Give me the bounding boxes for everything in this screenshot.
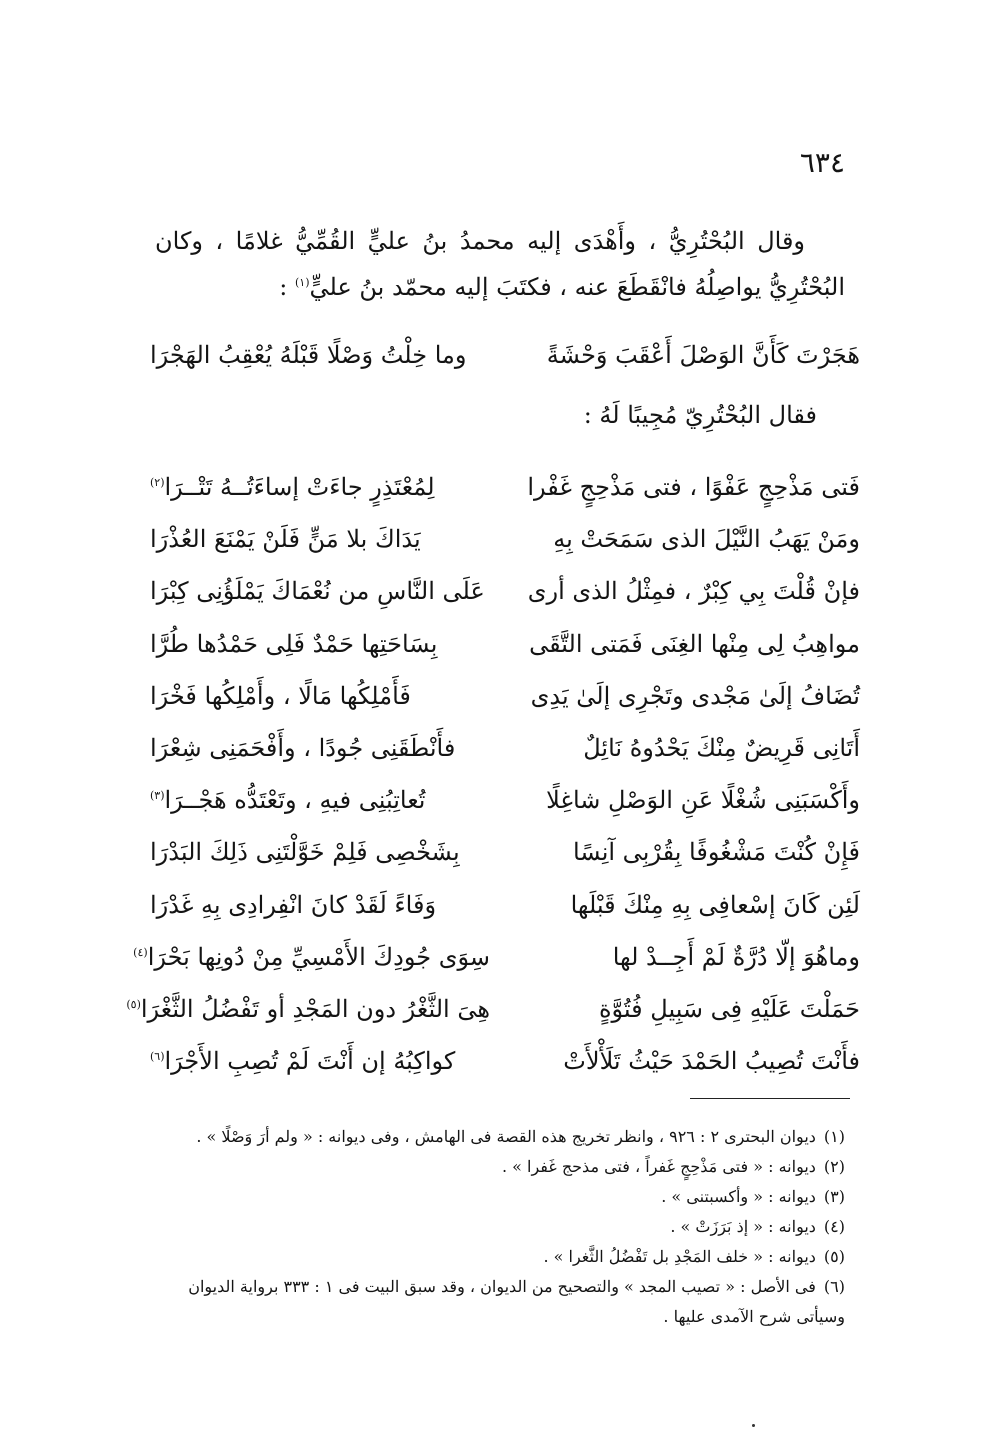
footnote-text: ديوانه : « إذ بَرَزَتْ » .	[670, 1217, 816, 1236]
poem-verse	[126, 984, 860, 1034]
footnote	[155, 1122, 845, 1152]
intro-line-1: وقال البُحْتُرِيُّ ، وأَهْدَى إليه محمدُ بنُ عليٍّ القُمِّيُّ غلامًا ، وكان البُحْتُرِيُّ	[155, 227, 845, 301]
footnote-marker: (١)	[294, 276, 310, 289]
footnote-number: (٥)	[823, 1247, 845, 1266]
verse-first-hemistich: هَجَرْتَ كَأَنَّ الوَصْلَ أَعْقَبَ وَحْشَةً	[546, 341, 860, 369]
verse-first-hemistich: تُضَافُ إلَىٰ مَجْدى وتَجْرِى إلَىٰ يَدِى	[530, 682, 860, 710]
footnote-text: ديوانه : « وأكسبتنى » .	[661, 1187, 816, 1206]
intro-line-2-end: :	[279, 273, 295, 301]
verse-second-hemistich	[150, 775, 490, 825]
poem-verse	[150, 1036, 860, 1086]
footnote	[155, 1242, 845, 1272]
footnote-text: ديوانه : « فتى مَذْحِجٍ غَفراً ، فتى مذحج غَفرا » .	[501, 1157, 816, 1176]
verse-first-hemistich: حَمَلْتَ عَلَيْهِ فِى سَبِيلِ فُتُوَّةٍ	[598, 995, 860, 1023]
verse-second-text: بِسَاحَتِها حَمْدٌ فَلِى حَمْدُها طُرَّا	[150, 630, 438, 658]
footnote	[155, 1152, 845, 1182]
verse-first-hemistich: وماهُوَ إلّا دُرَّةٌ لَمْ أَجِــدْ لها	[612, 943, 860, 971]
footnote	[155, 1212, 845, 1242]
verse-second-hemistich	[150, 880, 490, 930]
verse-second-text: لِمُعْتَذِرٍ جاءَتْ إساءَتُــهُ تَتْــرَا	[164, 473, 435, 501]
verse-second-hemistich	[150, 462, 490, 512]
poem-verse	[150, 775, 860, 825]
footnote-marker: (٢)	[150, 476, 165, 489]
verse-second-text: فأَنْطَقَنِى جُودًا ، وأَفْحَمَنِى شِعْرَا	[150, 734, 456, 762]
verse-second-hemistich	[126, 984, 490, 1034]
footnote-marker: (٣)	[150, 789, 165, 802]
verse-second-text: يَدَاكَ بلا مَنٍّ فَلَنْ يَمْنَعَ العُذْرَا	[150, 525, 421, 553]
verse-second-hemistich: وما خِلْتُ وَصْلًا قَبْلَهُ يُعْقِبُ الهَجْرَا	[150, 341, 467, 369]
verse-second-hemistich	[150, 723, 490, 773]
verse-second-text: وَفَاءً لَقَدْ كانَ انْفِرادِى بِهِ غَدْرَا	[150, 891, 437, 919]
verse-second-hemistich	[150, 566, 490, 616]
footnote-number: (١)	[823, 1127, 845, 1146]
verse-first-hemistich: مواهِبُ لِى مِنْها الغِنَى فَمَتى التَّقَى	[529, 630, 860, 658]
verse-first-hemistich: فأَنْتَ تُصِيبُ الحَمْدَ حَيْثُ تَلَأْلأَتْ	[563, 1047, 860, 1075]
verse-first-hemistich: لَئِن كَانَ إسْعافِى بِهِ مِنْكَ قَبْلَها	[570, 891, 860, 919]
verse-second-hemistich	[150, 619, 490, 669]
verse-second-text: فَأَمْلِكُها مَالًا ، وأَمْلِكُها فَخْرَا	[150, 682, 411, 710]
verse-first-hemistich: أَتَانِى قَرِيضٌ مِنْكَ يَحْدُوهُ نَائِلٌ	[583, 734, 860, 762]
verse-second-text: كواكِبُهُ إن أَنْتَ لَمْ تُصِبِ الأَجْرَا	[164, 1047, 456, 1075]
footnote-number: (٣)	[823, 1187, 845, 1206]
page-number: ٦٣٤	[799, 146, 845, 179]
verse-second-hemistich	[150, 514, 490, 564]
footnote-text: ديوانه : « خلف المَجْدِ بل تَفْضُلُ الثَّغرا » .	[543, 1247, 816, 1266]
verse-first-hemistich: فإنْ قُلْتَ بِي كِبْرٌ ، فمِثْلُ الذى أرى	[527, 577, 860, 605]
footnote-text: فى الأصل : « تصيب المجد » والتصحيح من الديوان ، وقد سبق البيت فى ١ : ٣٣٣ برواية الديوان وسيأتى شرح الآمدى عليها .	[188, 1277, 845, 1326]
intro-line-2: يواصِلُهُ فانْقَطَعَ عنه ، فكتَبَ إليه محمّد بنُ عليٍّ	[309, 273, 762, 301]
verse-second-hemistich	[150, 1036, 490, 1086]
intro-paragraph	[155, 218, 845, 310]
poem-verse	[150, 880, 860, 930]
page-speck	[752, 1424, 755, 1427]
poem-verse	[150, 723, 860, 773]
footnote-number: (٦)	[823, 1277, 845, 1296]
verse-first-hemistich: فَإِنْ كُنْتَ مَشْغُوفًا بِقُرْبِى آنِسًا	[572, 838, 860, 866]
reply-intro: فقال البُحْتُرِيّ مُجِيبًا لَهُ :	[583, 401, 817, 429]
verse-first-hemistich: ومَنْ يَهَبُ النَّيْلَ الذى سَمَحَتْ بِهِ	[553, 525, 860, 553]
verse-first-hemistich: وأَكْسَبَنِى شُغْلًا عَنِ الوَصْلِ شاغِلًا	[546, 786, 860, 814]
poem-verse	[150, 462, 860, 512]
verse-second-hemistich	[133, 932, 490, 982]
footnote-number: (٢)	[823, 1157, 845, 1176]
poem-verse	[150, 514, 860, 564]
footnote-marker: (٥)	[126, 998, 141, 1011]
footnotes	[155, 1122, 845, 1332]
verse-second-text: تُعاتِبُنِى فيهِ ، وتَعْتَدُّه هَجْــرَا	[164, 786, 426, 814]
verse-second-hemistich	[150, 671, 490, 721]
footnote	[155, 1272, 845, 1332]
verse-second-text: بِشَخْصِى فَلِمْ خَوَّلْتَنِى ذَلِكَ البَدْرَا	[150, 838, 460, 866]
poem-verse	[150, 566, 860, 616]
poem-verse	[150, 671, 860, 721]
verse-second-text: عَلَى النَّاسِ من نُعْمَاكَ يَمْلَؤُنِى كِبْرَا	[150, 577, 485, 605]
footnote-number: (٤)	[823, 1217, 845, 1236]
poem-verse	[133, 932, 860, 982]
verse-second-hemistich	[150, 827, 490, 877]
verse-first-hemistich: فَتى مَذْحِجٍ عَفْوًا ، فتى مَذْحِجٍ غَفْرا	[527, 473, 860, 501]
opening-verse	[150, 330, 860, 380]
verse-second-text: هِىَ الثَّغْرُ دون المَجْدِ أو تَفْضُلُ الثَّغْرَا	[140, 995, 490, 1023]
footnote-marker: (٦)	[150, 1050, 165, 1063]
poem-verse	[150, 827, 860, 877]
footnote	[155, 1182, 845, 1212]
footnote-text: ديوان البحترى ٢ : ٩٢٦ ، وانظر تخريج هذه القصة فى الهامش ، وفى ديوانه : « ولم أرَ وَصْلًا » .	[196, 1127, 816, 1146]
footnote-marker: (٤)	[133, 946, 148, 959]
verse-second-text: سِوَى جُودِكَ الأَمْسِيِّ مِنْ دُونِها بَحْرَا	[147, 943, 490, 971]
poem-verse	[150, 619, 860, 669]
footnote-divider	[690, 1098, 850, 1099]
